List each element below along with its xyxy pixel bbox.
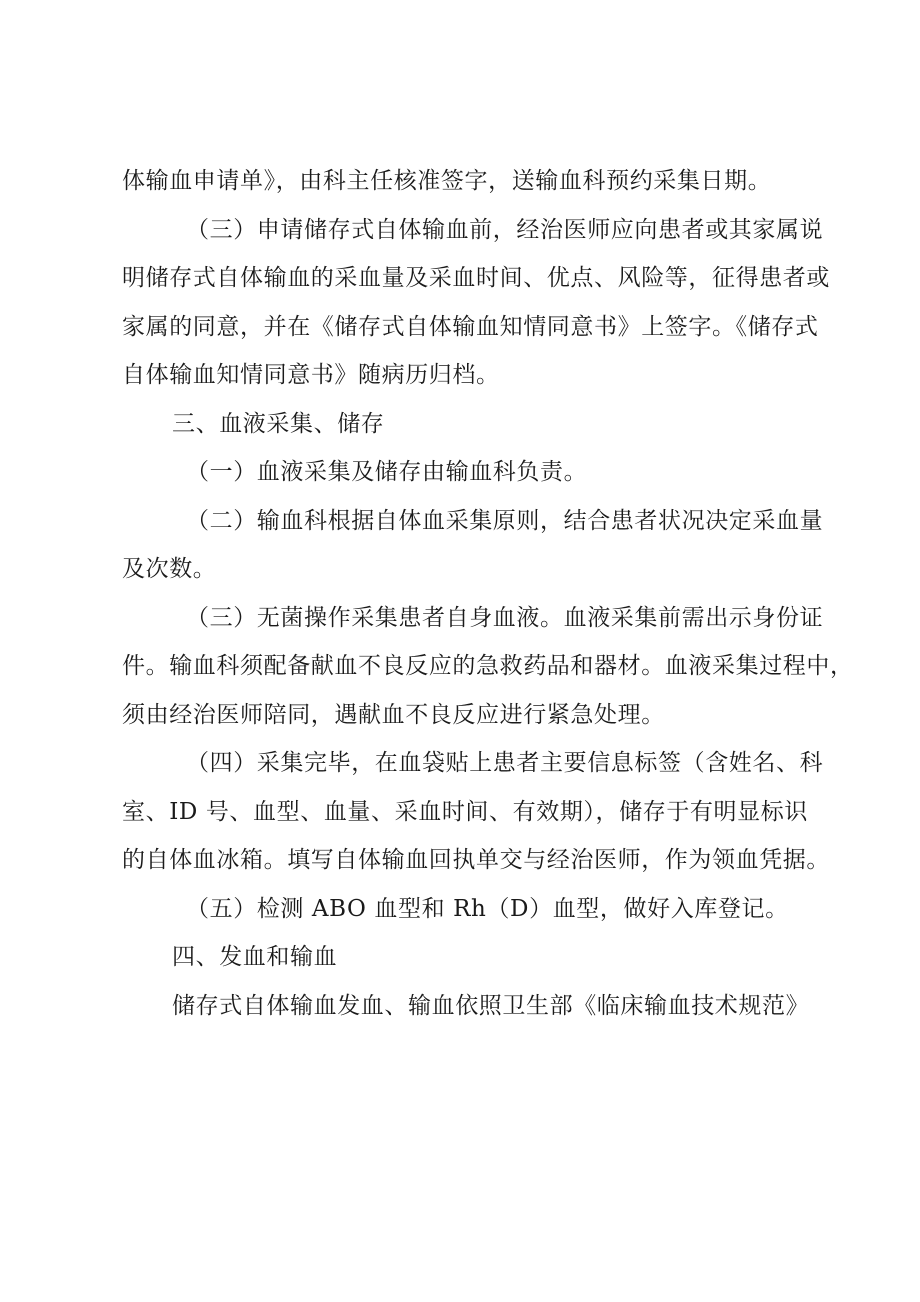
text-line: 的自体血冰箱。填写自体输血回执单交与经治医师，作为领血凭据。: [122, 847, 830, 873]
text-line: 须由经治医师陪同，遇献血不良反应进行紧急处理。: [122, 702, 665, 728]
text-line: （一）血液采集及储存由输血科负责。: [186, 459, 588, 485]
text-line: （二）输血科根据自体血采集原则，结合患者状况决定采血量: [186, 508, 824, 534]
text-line: 件。输血科须配备献血不良反应的急救药品和器材。血液采集过程中，: [122, 653, 854, 679]
text-line: 储存式自体输血发血、输血依照卫生部《临床输血技术规范》: [172, 993, 810, 1019]
text-line: 明储存式自体输血的采血量及采血时间、优点、风险等，征得患者或: [122, 265, 830, 291]
section-heading: 四、发血和输血: [172, 944, 338, 970]
text-line: （四）采集完毕，在血袋贴上患者主要信息标签（含姓名、科: [186, 750, 824, 776]
text-line: （五）检测 ABO 血型和 Rh（D）血型，做好入库登记。: [186, 896, 789, 922]
text-line: 自体输血知情同意书》随病历归档。: [122, 362, 500, 388]
text-line: （三）申请储存式自体输血前，经治医师应向患者或其家属说: [186, 217, 824, 243]
text-line: （三）无菌操作采集患者自身血液。血液采集前需出示身份证: [186, 605, 824, 631]
text-line: 家属的同意，并在《储存式自体输血知情同意书》上签字。《储存式: [122, 314, 819, 340]
text-line: 室、ID 号、血型、血量、采血时间、有效期），储存于有明显标识: [122, 799, 808, 825]
text-line: 及次数。: [122, 556, 217, 582]
text-line: 体输血申请单》，由科主任核准签字，送输血科预约采集日期。: [122, 168, 772, 194]
section-heading: 三、血液采集、储存: [172, 411, 385, 437]
